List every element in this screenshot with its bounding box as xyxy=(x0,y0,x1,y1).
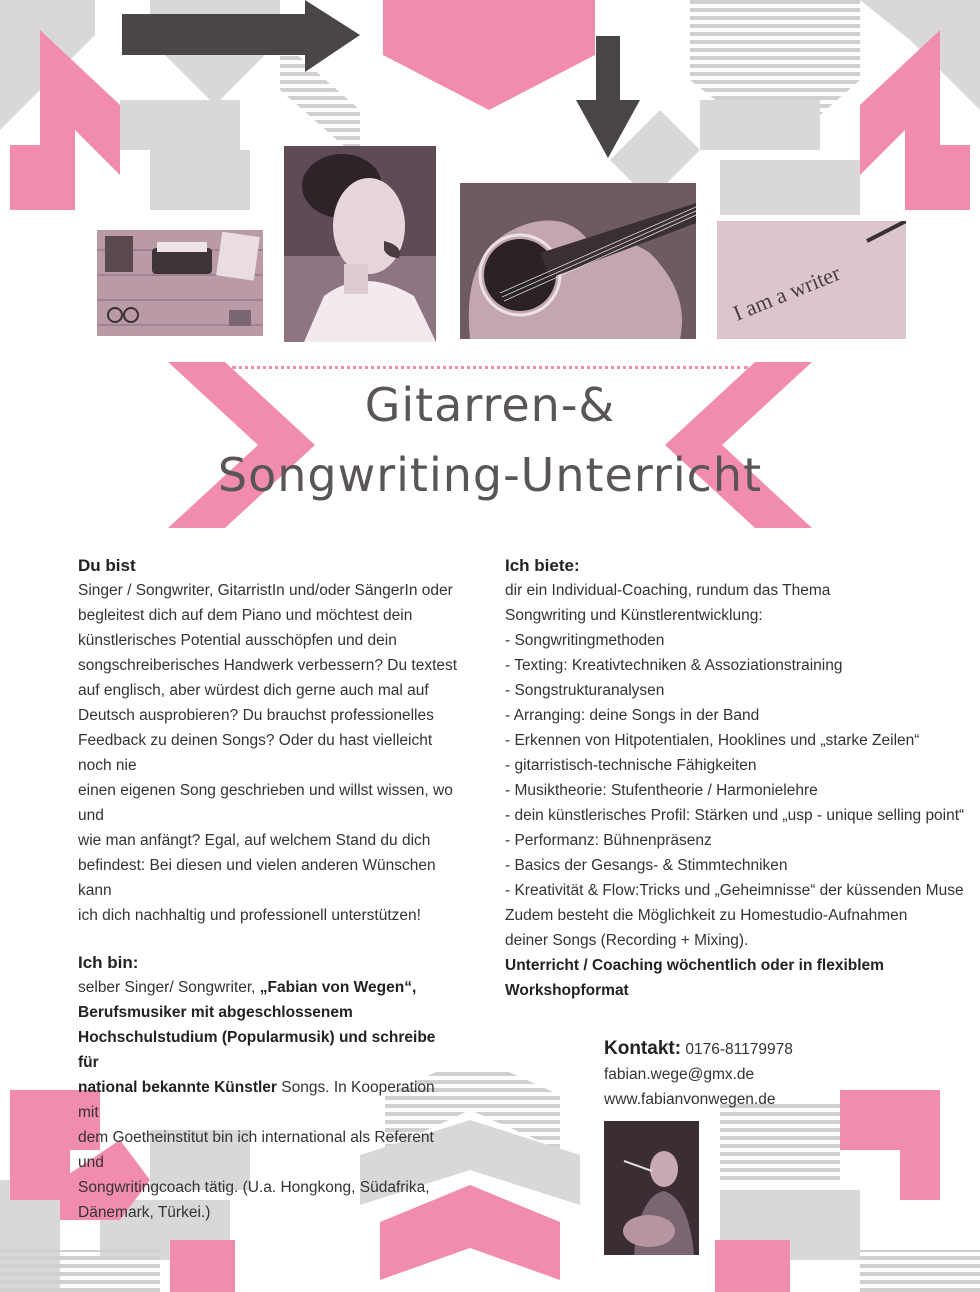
writer-text: I am a writer xyxy=(729,260,844,326)
list-item: - Arranging: deine Songs in der Band xyxy=(505,707,760,724)
ich-biete-outro: deiner Songs (Recording + Mixing). xyxy=(505,932,749,949)
du-bist-line: songschreiberisches Handwerk verbessern? Du textest xyxy=(78,657,458,674)
du-bist-line: wie man anfängt? Egal, auf welchem Stand du dich xyxy=(78,832,431,849)
right-column xyxy=(505,553,965,1003)
ich-bin-bold-text: national bekannte Künstler xyxy=(78,1079,277,1096)
ich-bin-line: Songwritingcoach tätig. (U.a. Hongkong, Südafrika, xyxy=(78,1179,430,1196)
ich-biete-intro: dir ein Individual-Coaching, rundum das Thema xyxy=(505,582,831,599)
du-bist-line: Deutsch ausprobieren? Du brauchst professionelles xyxy=(78,707,434,724)
ich-bin-text: selber Singer/ Songwriter, xyxy=(78,979,260,996)
list-item: - Songwritingmethoden xyxy=(505,632,665,649)
list-item: - Erkennen von Hitpotentialen, Hooklines und „starke Zeilen“ xyxy=(505,732,920,749)
list-item: - Musiktheorie: Stufentheorie / Harmonielehre xyxy=(505,782,818,799)
contact-phone[interactable]: 0176-81179978 xyxy=(681,1041,793,1058)
du-bist-line: Singer / Songwriter, GitarristIn und/oder SängerIn oder xyxy=(78,582,453,599)
ich-bin-heading: Ich bin: xyxy=(78,953,139,972)
du-bist-line: begleitest dich auf dem Piano und möchtest dein xyxy=(78,607,413,624)
ich-bin-line xyxy=(78,975,458,1000)
list-item: - dein künstlerisches Profil: Stärken und „usp - unique selling point“ xyxy=(505,807,965,824)
contact-phone-line xyxy=(604,1036,793,1062)
page-title-line-1: Gitarren-& xyxy=(364,378,616,432)
ich-biete-bold: Workshopformat xyxy=(505,982,629,999)
contact-email[interactable]: fabian.wege@gmx.de xyxy=(604,1066,755,1083)
ich-biete-intro: Songwriting und Künstlerentwicklung: xyxy=(505,607,763,624)
du-bist-line: ich dich nachhaltig und professionell unterstützen! xyxy=(78,907,421,924)
writer-photo xyxy=(717,221,906,339)
list-item: - Texting: Kreativtechniken & Assoziationstraining xyxy=(505,657,843,674)
ich-biete-outro: Zudem besteht die Möglichkeit zu Homestudio-Aufnahmen xyxy=(505,907,908,924)
ich-bin-line: Dänemark, Türkei.) xyxy=(78,1204,211,1221)
ich-biete-heading: Ich biete: xyxy=(505,556,580,575)
du-bist-line: Feedback zu deinen Songs? Oder du hast vielleicht noch nie xyxy=(78,732,433,774)
ich-biete-bold: Unterricht / Coaching wöchentlich oder in flexiblem xyxy=(505,957,884,974)
du-bist-heading: Du bist xyxy=(78,556,136,575)
page-title-line-2: Songwriting-Unterricht xyxy=(217,448,763,502)
list-item: - Songstrukturanalysen xyxy=(505,682,665,699)
ich-bin-text: Songs. In Kooperation mit xyxy=(78,1079,435,1121)
list-item: - Kreativität & Flow:Tricks und „Geheimnisse“ der küssenden Muse xyxy=(505,882,964,899)
ich-bin-line: Hochschulstudium (Popularmusik) und schreibe für xyxy=(78,1029,436,1071)
typewriter-desk-photo xyxy=(97,230,263,336)
list-item: - Performanz: Bühnenpräsenz xyxy=(505,832,712,849)
contact-website[interactable]: www.fabianvonwegen.de xyxy=(604,1091,776,1108)
left-column xyxy=(78,553,458,1225)
artist-name: „Fabian von Wegen“, xyxy=(259,979,417,996)
du-bist-line: künstlerisches Potential ausschöpfen und dein xyxy=(78,632,397,649)
singer-photo xyxy=(284,146,436,342)
du-bist-line: auf englisch, aber würdest dich gerne auch mal auf xyxy=(78,682,429,699)
title-dotted-line xyxy=(232,366,748,369)
ich-bin-line xyxy=(78,1075,458,1125)
list-item: - Basics der Gesangs- & Stimmtechniken xyxy=(505,857,788,874)
guitar-photo xyxy=(460,183,696,339)
ich-bin-line: Berufsmusiker mit abgeschlossenem xyxy=(78,1004,353,1021)
performer-photo xyxy=(604,1121,699,1255)
ich-bin-line: dem Goetheinstitut bin ich international als Referent und xyxy=(78,1129,434,1171)
contact-label: Kontakt: xyxy=(604,1038,682,1059)
contact-block xyxy=(604,1036,793,1112)
du-bist-line: einen eigenen Song geschrieben und willst wissen, wo und xyxy=(78,782,453,824)
du-bist-line: befindest: Bei diesen und vielen anderen Wünschen kann xyxy=(78,857,436,899)
list-item: - gitarristisch-technische Fähigkeiten xyxy=(505,757,757,774)
